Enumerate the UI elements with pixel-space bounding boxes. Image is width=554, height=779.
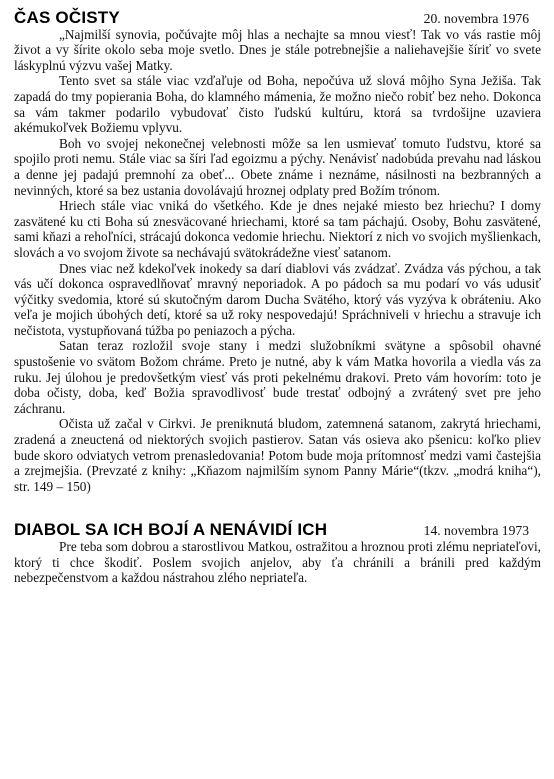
section-header (14, 10, 541, 27)
paragraph: Tento svet sa stále viac vzďaľuje od Boha, nepočúva už slová môjho Syna Ježiša. Tak zapadá do tmy popierania Boha, do klamného mámenia, že možno niečo robiť bez neho. Dokonca sa vám takmer podarilo vybudovať čisto ľudskú kultúru, ktorá sa tvrdošijne uzaviera akémukoľvek Božiemu vplyvu. (14, 73, 541, 136)
paragraph: Pre teba som dobrou a starostlivou Matkou, ostražitou a hroznou proti zlému nepriateľovi, ktorý ti chce škodiť. Poslem svojich anjelov, aby ťa chránili a bránili pred každým nebezpečenstvom a každou nástrahou zlého nepriateľa. (14, 539, 541, 586)
paragraph: Satan teraz rozložil svoje stany i medzi služobníkmi svätyne a spôsobil ohavné spustošenie vo svätom Božom chráme. Preto je nutné, aby k vám Matka hovorila a viedla vás za ruku. Jej úlohou je predovšetkým viesť vás proti pekelnému drakovi. Preto vám hovorím: toto je doba očisty, doba, keď Božia spravodlivosť bude trestať odbojný a zvrátený svet pre jeho záchranu. (14, 338, 541, 416)
section-date: 20. novembra 1976 (423, 11, 529, 26)
document-page (14, 10, 541, 586)
section-title: ČAS OČISTY (14, 8, 120, 27)
section-title: DIABOL SA ICH BOJÍ A NENÁVIDÍ ICH (14, 520, 328, 540)
section-cas-ocisty (14, 10, 541, 494)
paragraph: Boh vo svojej nekonečnej velebnosti môže sa len usmievať tomuto ľudstvu, ktoré sa spojilo proti nemu. Stále viac sa šíri ľad egoizmu a pýchy. Nenávisť nadobúda prevahu nad láskou a denne jej padajú premnohí za obeť... Obete známe i neznáme, násilnosti na bezbranných a nevinných, ktoré sa bez ustania dovolávajú hroznej odplaty pred Božím trónom. (14, 135, 541, 198)
paragraph: Hriech stále viac vniká do všetkého. Kde je dnes nejaké miesto bez hriechu? I domy zasvätené ku cti Boha sú znesväcované hriechami, ktoré sa tam páchajú. Osoby, Bohu zasvätené, sami kňazi a rehoľníci, strácajú dokonca vedomie hriechu. Niektorí z nich vo svojich myšlienkach, slovách a vo svojom živote sa nechávajú svätokrádežne viesť satanom. (14, 198, 541, 260)
paragraph: Očista už začal v Cirkvi. Je preniknutá bludom, zatemnená satanom, zakrytá hriechami, zradená a zneuctená od niektorých svojich pastierov. Satan vás osieva ako pšenicu: koľko pliev bude skoro odviatych vetrom prenasledovania! Potom bude moja prítomnosť medzi vami častejšia a zrejmejšia. (Prevzaté z knihy: „Kňazom najmilším synom Panny Márie“(tkzv. „modrá kniha“), str. 149 – 150) (14, 416, 541, 494)
paragraph: Dnes viac než kdekoľvek inokedy sa darí diablovi vás zvádzať. Zvádza vás pýchou, a tak vás učí dokonca ospravedlňovať mravný neporiadok. A po pádoch sa mu podarí vo vás udusiť výčitky svedomia, ktoré sú skutočným darom Ducha Svätého, ktorý vás vyzýva k obráteniu. Ako veľa je mojich úbohých detí, ktoré sa už roky nespovedajú! Spráchniveli v hriechu a stravuje ich nečistota, vystupňovaná túžba po peniazoch a pýcha. (14, 260, 541, 338)
section-header (14, 522, 541, 539)
section-date: 14. novembra 1973 (423, 523, 529, 539)
paragraph: „Najmilší synovia, počúvajte môj hlas a nechajte sa mnou viesť! Tak vo vás rastie môj život a vy šírite okolo seba moje svetlo. Dnes je stále potrebnejšie a naliehavejšie šíriť vo svete láskyplnú výzvu vašej Matky. (14, 26, 541, 73)
section-diabol (14, 522, 541, 585)
